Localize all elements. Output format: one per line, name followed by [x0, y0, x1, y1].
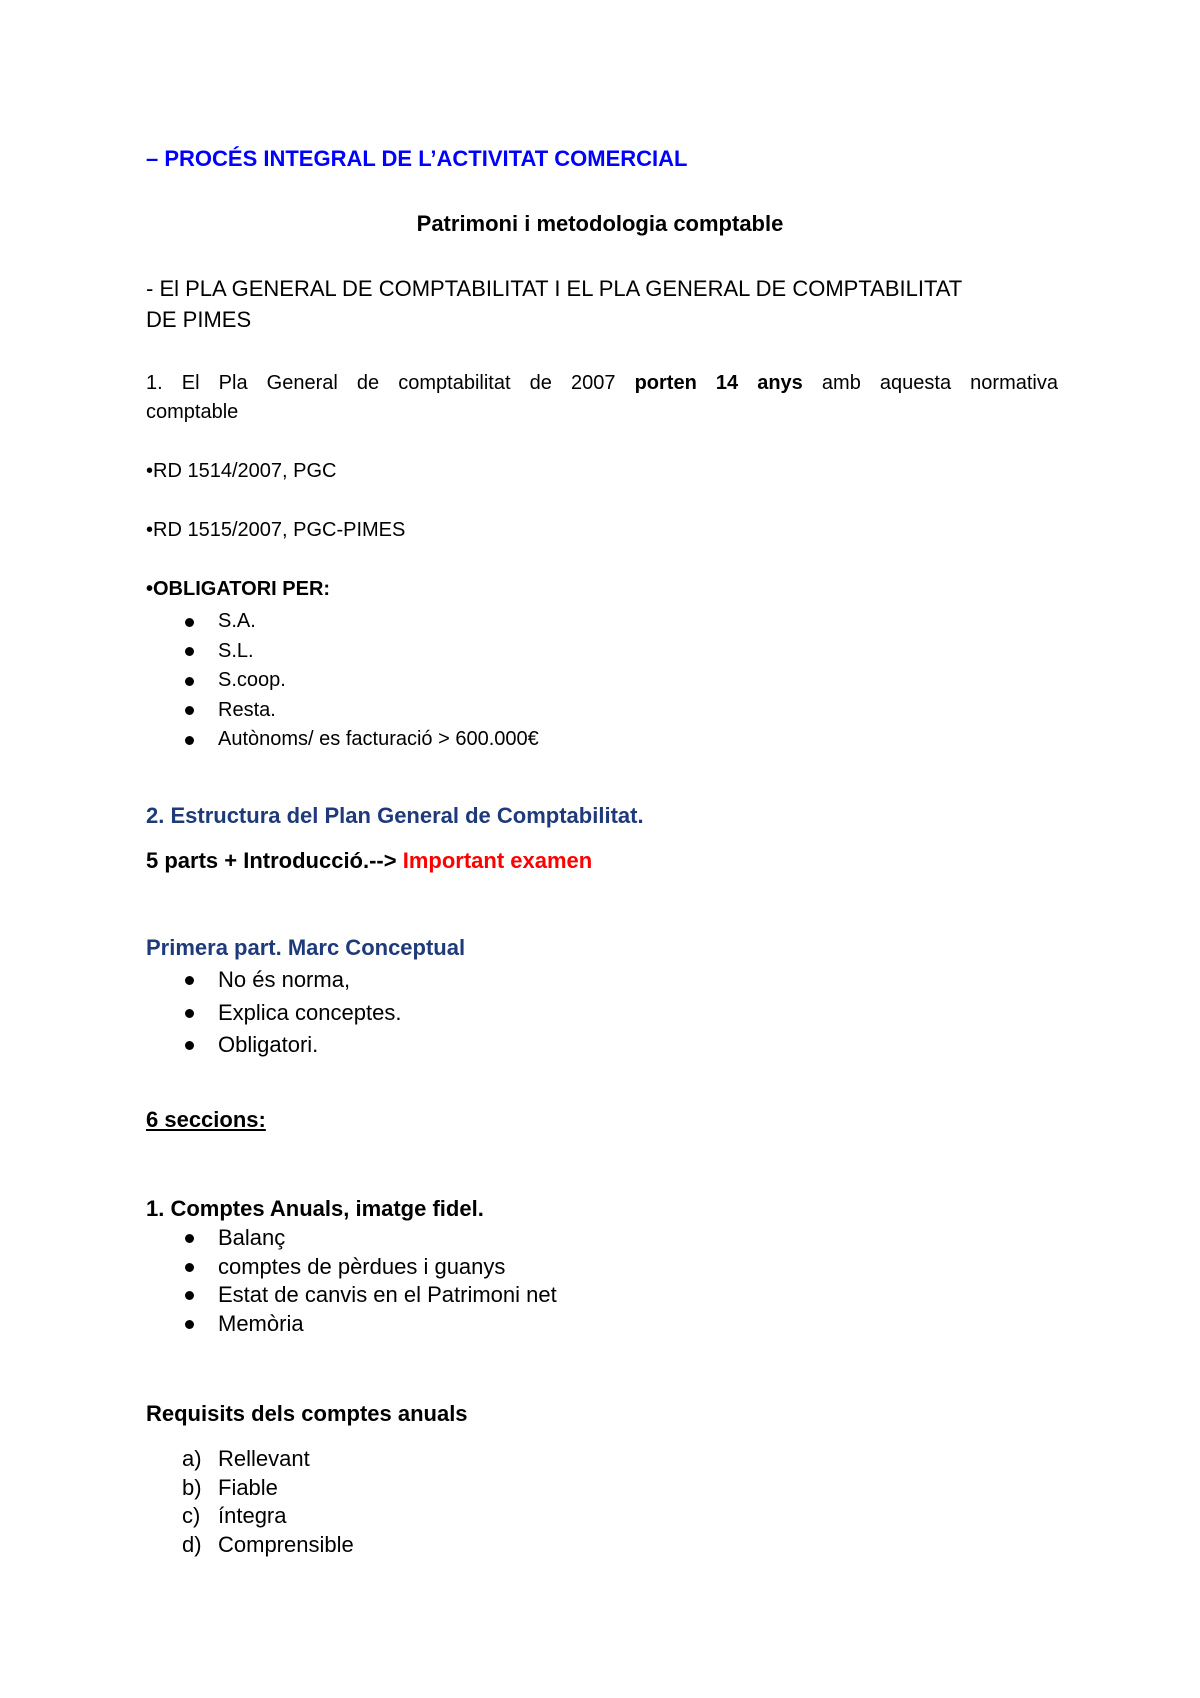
pla-heading-line2: DE PIMES [146, 307, 252, 332]
parts-text: 5 parts + Introducció.--> [146, 848, 397, 873]
list-item: S.A. [146, 607, 539, 637]
comptes-anuals-list [146, 1224, 557, 1338]
important-examen: Important examen [396, 848, 593, 873]
rd-1515: •RD 1515/2007, PGC-PIMES [146, 519, 406, 541]
bullet-icon [185, 1263, 194, 1272]
bullet-icon [185, 1041, 194, 1050]
list-item: Autònoms/ es facturació > 600.000€ [146, 725, 539, 755]
item1-line1 [146, 372, 1058, 395]
bullet-icon [185, 736, 194, 745]
bullet-icon [185, 677, 194, 686]
obligatori-label: •OBLIGATORI PER: [146, 578, 331, 600]
document-subtitle: Patrimoni i metodologia comptable [416, 211, 784, 236]
item1-text: 1. El Pla General de comptabilitat de 2007 [146, 372, 635, 394]
primera-part-list [146, 964, 401, 1062]
item1-emphasis: porten 14 anys [634, 372, 803, 394]
list-item: b) Fiable [182, 1474, 278, 1500]
requisits-list [146, 1445, 354, 1559]
list-item: Memòria [146, 1310, 557, 1339]
bullet-icon [185, 618, 194, 627]
seccions-label: 6 seccions: [146, 1107, 266, 1132]
item1-line2: comptable [146, 401, 239, 423]
list-item: Estat de canvis en el Patrimoni net [146, 1281, 557, 1310]
list-item: Explica conceptes. [146, 997, 401, 1030]
primera-part-heading: Primera part. Marc Conceptual [146, 935, 466, 960]
rd-1514: •RD 1514/2007, PGC [146, 460, 337, 482]
parts-line [146, 848, 592, 874]
bullet-icon [185, 1009, 194, 1018]
pla-heading-line1: - El PLA GENERAL DE COMPTABILITAT I EL PLA GENERAL DE COMPTABILITAT [146, 276, 963, 301]
list-item: No és norma, [146, 964, 401, 997]
list-item: Resta. [146, 696, 539, 726]
list-item: Balanç [146, 1224, 557, 1253]
list-item: c) íntegra [182, 1503, 287, 1528]
bullet-icon [185, 976, 194, 985]
bullet-icon [185, 706, 194, 715]
comptes-anuals-heading: 1. Comptes Anuals, imatge fidel. [146, 1196, 484, 1221]
item1-text-end: amb aquesta normativa [802, 372, 1058, 394]
bullet-icon [185, 1234, 194, 1243]
estructura-heading: 2. Estructura del Plan General de Comptabilitat. [146, 803, 644, 828]
list-item: S.coop. [146, 666, 539, 696]
bullet-icon [185, 647, 194, 656]
bullet-icon [185, 1291, 194, 1300]
obligatori-list [146, 607, 539, 755]
list-item: a) Rellevant [182, 1446, 310, 1471]
bullet-icon [185, 1320, 194, 1329]
list-item: comptes de pèrdues i guanys [146, 1253, 557, 1282]
list-item: S.L. [146, 637, 539, 667]
requisits-heading: Requisits dels comptes anuals [146, 1401, 468, 1426]
document-title: – PROCÉS INTEGRAL DE L’ACTIVITAT COMERCIAL [146, 146, 688, 171]
list-item: d) Comprensible [182, 1531, 354, 1557]
list-item: Obligatori. [146, 1029, 401, 1062]
